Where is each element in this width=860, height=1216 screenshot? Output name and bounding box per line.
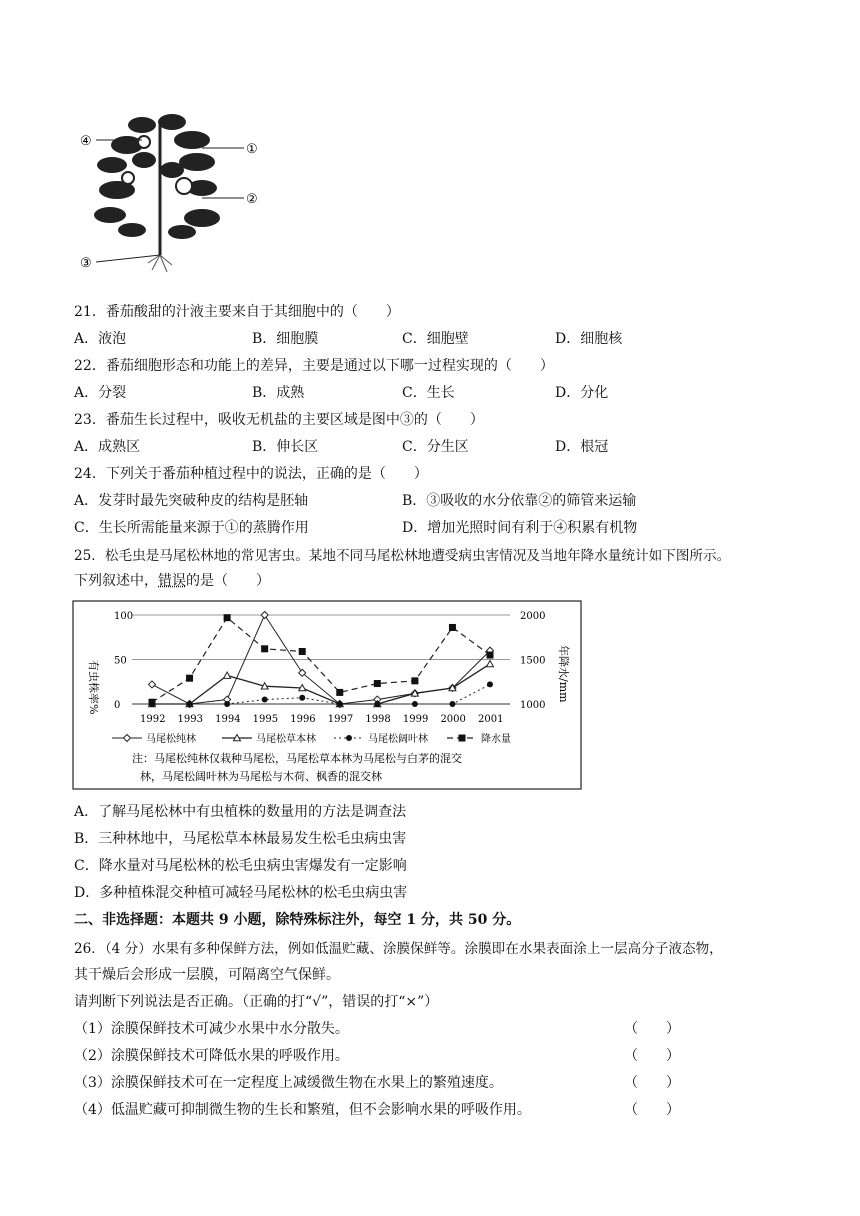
data-point: [374, 701, 380, 707]
q22-option-d: D．分化: [555, 385, 609, 401]
x-tick-label: 1994: [215, 714, 241, 725]
q26-line3: 请判断下列说法是否正确。（正确的打“√”，错误的打“×”）: [74, 994, 439, 1010]
x-tick-label: 1993: [177, 714, 204, 725]
q26-item-4: （4）低温贮藏可抑制微生物的生长和繁殖，但不会影响水果的呼吸作用。: [74, 1102, 531, 1118]
data-point: [187, 701, 193, 707]
q26-blank-4[interactable]: （ ）: [624, 1102, 680, 1118]
q21-option-b: B．细胞膜: [252, 331, 319, 347]
data-point: [449, 624, 456, 631]
data-point: [262, 697, 268, 703]
x-tick-label: 1997: [327, 714, 354, 725]
label-2: ②: [246, 192, 258, 207]
data-point: [459, 735, 466, 742]
data-point: [487, 681, 493, 687]
question-25-stem-line2: [74, 570, 270, 590]
q26-blank-1[interactable]: （ ）: [624, 1021, 680, 1037]
question-22-stem: 22．番茄细胞形态和功能上的差异，主要是通过以下哪一过程实现的（ ）: [74, 358, 554, 374]
x-tick-label: 1996: [290, 714, 316, 725]
q26-blank-3[interactable]: （ ）: [624, 1075, 680, 1091]
y-left-tick-label: 50: [114, 655, 127, 667]
q24-option-a: A．发芽时最先突破种皮的结构是胚轴: [74, 493, 309, 509]
q25-option-a: A．了解马尾松林中有虫植株的数量用的方法是调查法: [74, 804, 407, 820]
x-tick-label: 2001: [478, 714, 504, 725]
data-point: [261, 645, 268, 652]
x-tick-label: 1999: [402, 714, 429, 725]
label-4: ④: [80, 134, 92, 149]
chart-note-line2: 林，马尾松阔叶林为马尾松与木荷、枫香的混交林: [140, 770, 382, 783]
y-right-tick-label: 1000: [520, 700, 546, 711]
q21-option-d: D．细胞核: [555, 331, 623, 347]
q26-line1: 26．（4 分）水果有多种保鲜方法，例如低温贮藏、涂膜保鲜等。涂膜即在水果表面涂上一层高分子液态物，: [74, 941, 723, 957]
q25-option-b: B．三种林地中，马尾松草本林最易发生松毛虫病虫害: [74, 831, 407, 847]
section-2-title: 二、非选择题：本题共 9 小题，除特殊标注外，每空 1 分，共 50 分。: [74, 912, 521, 928]
q23-option-b: B．伸长区: [252, 439, 319, 455]
q25-stem-pre: 下列叙述中，: [74, 573, 158, 589]
q23-option-d: D．根冠: [555, 439, 609, 455]
label-3: ③: [80, 256, 92, 271]
q26-item-3: （3）涂膜保鲜技术可在一定程度上减缓微生物在水果上的繁殖速度。: [74, 1075, 503, 1091]
question-23-stem: 23．番茄生长过程中，吸收无机盐的主要区域是图中③的（ ）: [74, 412, 484, 428]
y-left-tick-label: 100: [114, 611, 134, 622]
data-point: [374, 680, 381, 687]
data-point: [346, 735, 352, 741]
question-25-stem-line1: 25．松毛虫是马尾松林地的常见害虫。某地不同马尾松林地遭受病虫害情况及当地年降水量统计如下图所示。: [74, 548, 731, 564]
chart-note-line1: 注：马尾松纯林仅栽种马尾松，马尾松草本林为马尾松与白茅的混交: [132, 752, 462, 765]
data-point: [337, 701, 343, 707]
q22-option-b: B．成熟: [252, 385, 305, 401]
x-tick-label: 1992: [140, 714, 166, 725]
tomato-plant-figure: [72, 100, 272, 275]
data-point: [299, 695, 305, 701]
question-21-stem: 21．番茄酸甜的汁液主要来自于其细胞中的（ ）: [74, 304, 400, 320]
data-point: [487, 652, 494, 659]
y-right-tick-label: 1500: [520, 655, 546, 667]
data-point: [411, 677, 418, 684]
data-point: [224, 614, 231, 621]
question-24-stem: 24．下列关于番茄种植过程中的说法，正确的是（ ）: [74, 466, 428, 482]
legend-label: 降水量: [481, 734, 511, 745]
tomato-plant-drawing: [94, 114, 220, 272]
data-point: [299, 648, 306, 655]
q25-option-d: D．多种植株混交种植可减轻马尾松林的松毛虫病虫害: [74, 885, 408, 901]
x-tick-label: 1998: [365, 714, 391, 725]
q23-option-a: A．成熟区: [74, 439, 141, 455]
y-left-label: 有虫株率%: [87, 660, 100, 715]
pine-caterpillar-chart: [72, 600, 582, 790]
q21-option-a: A．液泡: [74, 331, 127, 347]
label-1: ①: [246, 142, 258, 157]
data-point: [224, 701, 230, 707]
y-right-tick-label: 2000: [520, 611, 546, 622]
q24-option-b: B．③吸收的水分依靠②的筛管来运输: [402, 493, 637, 509]
q24-option-d: D．增加光照时间有利于④积累有机物: [402, 520, 638, 536]
q25-option-c: C．降水量对马尾松林的松毛虫病虫害爆发有一定影响: [74, 858, 407, 874]
q26-blank-2[interactable]: （ ）: [624, 1048, 680, 1064]
data-point: [412, 701, 418, 707]
q22-option-a: A．分裂: [74, 385, 127, 401]
legend-label: 马尾松纯林: [146, 734, 196, 745]
legend-label: 马尾松草本林: [256, 734, 316, 745]
data-point: [186, 675, 193, 682]
q25-stem-post: 的是（ ）: [186, 573, 270, 589]
data-point: [149, 699, 156, 706]
y-left-tick-label: 0: [114, 700, 121, 711]
q24-option-c: C．生长所需能量来源于①的蒸腾作用: [74, 520, 309, 536]
x-tick-label: 2000: [440, 714, 466, 725]
q26-item-2: （2）涂膜保鲜技术可降低水果的呼吸作用。: [74, 1048, 349, 1064]
y-right-label: 年降水/mm: [557, 645, 570, 703]
legend-label: 马尾松阔叶林: [368, 734, 428, 745]
q25-stem-emphasis: 错误: [158, 573, 186, 589]
q26-item-1: （1）涂膜保鲜技术可减少水果中水分散失。: [74, 1021, 349, 1037]
x-tick-label: 1995: [252, 714, 279, 725]
q23-option-c: C．分生区: [402, 439, 469, 455]
q21-option-c: C．细胞壁: [402, 331, 469, 347]
data-point: [336, 689, 343, 696]
q26-line2: 其干燥后会形成一层膜，可隔离空气保鲜。: [74, 967, 340, 983]
q22-option-c: C．生长: [402, 385, 455, 401]
data-point: [449, 701, 455, 707]
